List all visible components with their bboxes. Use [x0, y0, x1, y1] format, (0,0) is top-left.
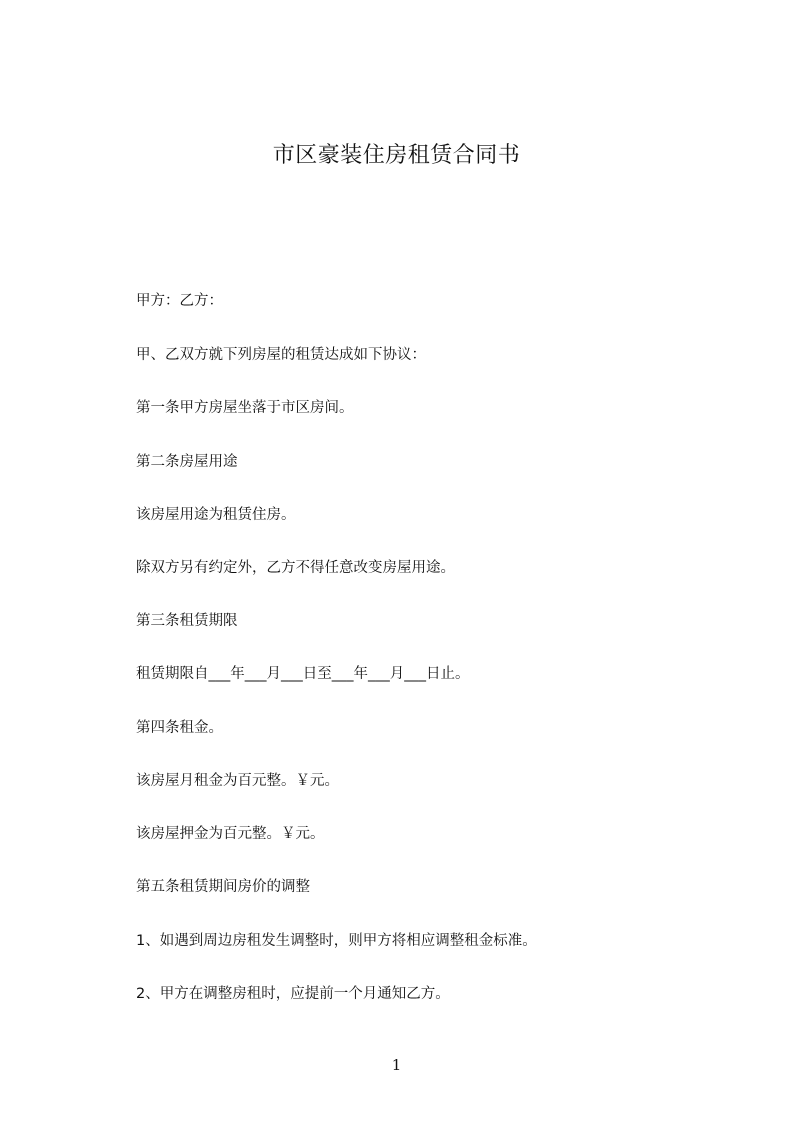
article-2-usage: 该房屋用途为租赁住房。	[136, 507, 296, 523]
article-3-term: 租赁期限自___年___月___日至___年___月___日止。	[136, 666, 470, 682]
article-5-item-2: 2、甲方在调整房租时，应提前一个月通知乙方。	[136, 986, 450, 1002]
party-line: 甲方：乙方：	[136, 293, 223, 309]
article-5-item-1: 1、如遇到周边房租发生调整时，则甲方将相应调整租金标准。	[136, 933, 537, 949]
article-4-deposit: 该房屋押金为百元整。￥元。	[136, 826, 325, 842]
article-4-rent: 该房屋月租金为百元整。￥元。	[136, 773, 339, 789]
article-3-heading: 第三条租赁期限	[136, 613, 238, 629]
article-2-heading: 第二条房屋用途	[136, 454, 238, 470]
article-5-heading: 第五条租赁期间房价的调整	[136, 879, 310, 895]
page-number: 1	[391, 1056, 402, 1074]
article-2-restriction: 除双方另有约定外，乙方不得任意改变房屋用途。	[136, 560, 455, 576]
article-4-heading: 第四条租金。	[136, 720, 223, 736]
article-1: 第一条甲方房屋坐落于市区房间。	[136, 400, 354, 416]
document-title: 市区豪装住房租赁合同书	[272, 143, 521, 168]
agreement-intro: 甲、乙双方就下列房屋的租赁达成如下协议：	[136, 347, 426, 363]
